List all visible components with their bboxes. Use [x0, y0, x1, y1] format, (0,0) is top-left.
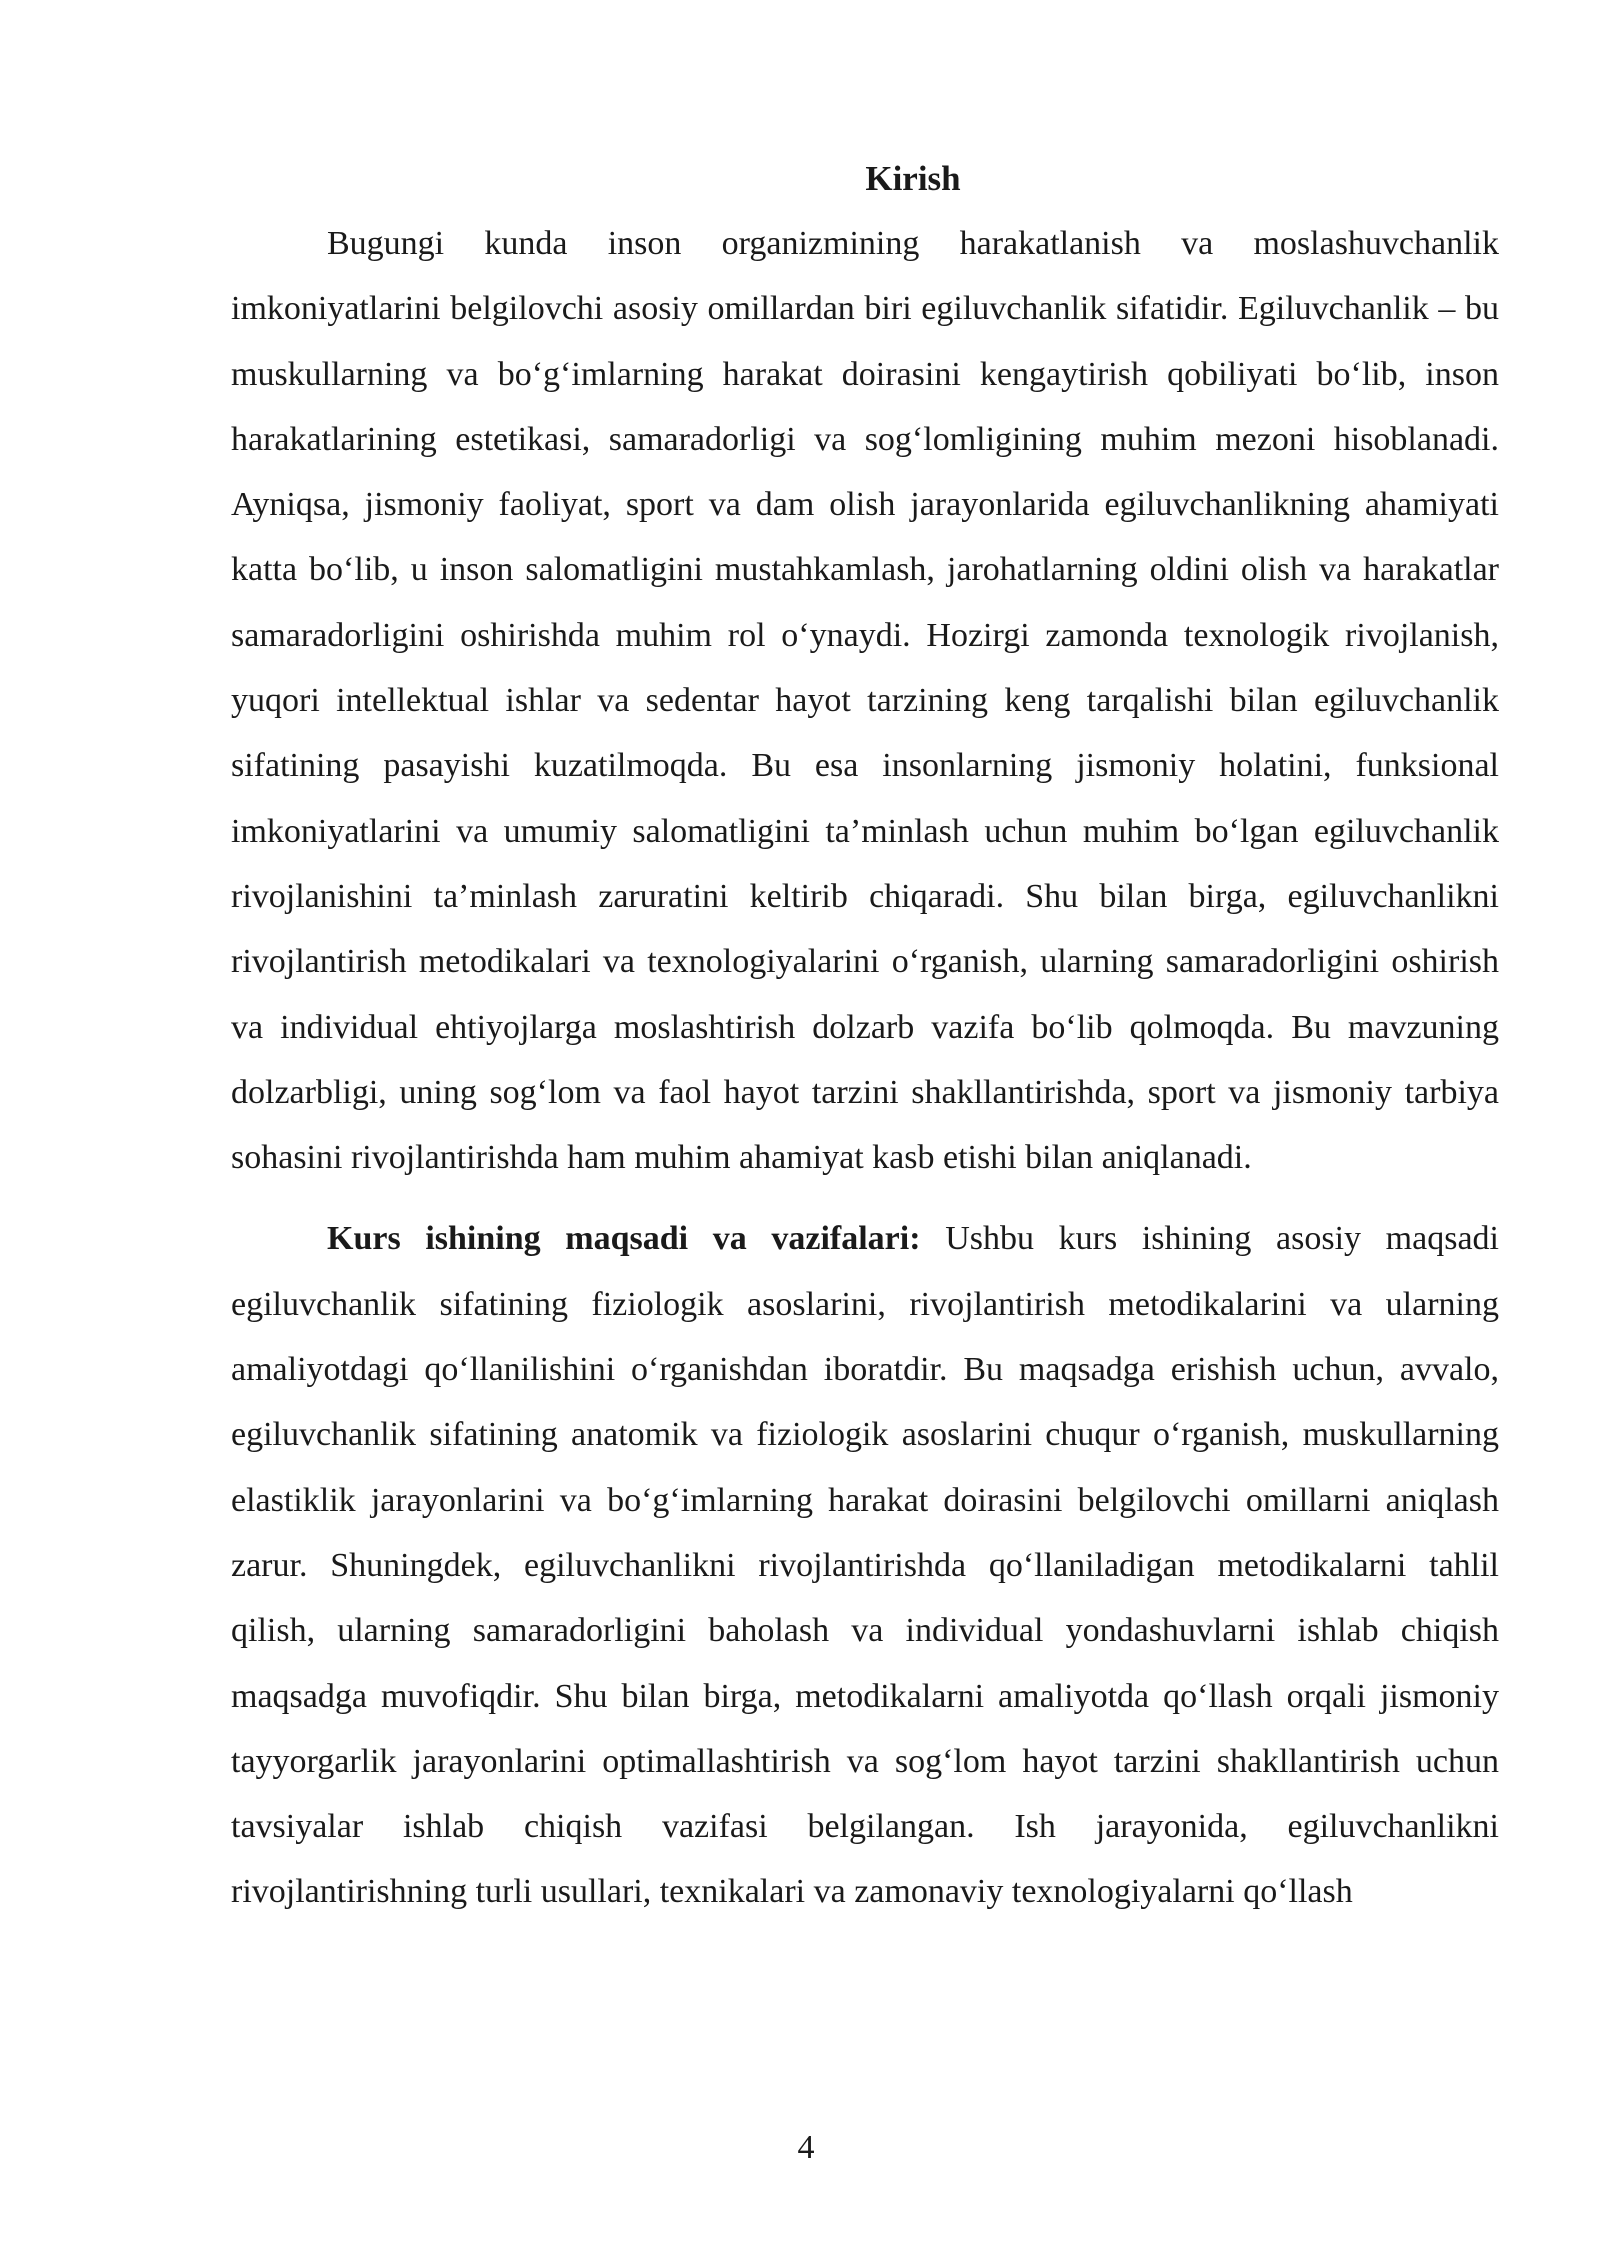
- paragraph-text: Ushbu kurs ishining asosiy maqsadi egiluvchanlik sifatining fiziologik asoslarini, rivojlantirish metodikalarini va ularning amaliyotdagi qo‘llanilishini o‘rganishdan iboratdir. Bu maqsadga erishish uchun, avvalo, egiluvchanlik sifatining anatomik va fiziologik asoslarini chuqur o‘rganish, muskullarning elastiklik jarayonlarini va bo‘g‘imlarning harakat doirasini belgilovchi omillarni aniqlash zarur. Shuningdek, egiluvchanlikni rivojlantirishda qo‘llaniladigan metodikalarni tahlil qilish, ularning samaradorligini baholash va individual yondashuvlarni ishlab chiqish maqsadga muvofiqdir. Shu bilan birga, metodikalarni amaliyotda qo‘llash orqali jismoniy tayyorgarlik jarayonlarini optimallashtirish va sog‘lom hayot tarzini shakllantirish uchun tavsiyalar ishlab chiqish vazifasi belgilangan. Ish jarayonida, egiluvchanlikni rivojlantirishning turli usullari, texnikalari va zamonaviy texnologiyalarni qo‘llash: [231, 1220, 1499, 1911]
- paragraph-lead: Kurs ishining maqsadi va vazifalari:: [327, 1220, 921, 1258]
- page-content: [231, 146, 1499, 1925]
- paragraph-goals: [231, 1206, 1499, 1924]
- paragraph-text: Bugungi kunda inson organizmining harakatlanish va moslashuvchanlik imkoniyatlarini belgilovchi asosiy omillardan biri egiluvchanlik sifatidir. Egiluvchanlik – bu muskullarning va bo‘g‘imlarning harakat doirasini kengaytirish qobiliyati bo‘lib, inson harakatlarining estetikasi, samaradorligi va sog‘lomligining muhim mezoni hisoblanadi. Ayniqsa, jismoniy faoliyat, sport va dam olish jarayonlarida egiluvchanlikning ahamiyati katta bo‘lib, u inson salomatligini mustahkamlash, jarohatlarning oldini olish va harakatlar samaradorligini oshirishda muhim rol o‘ynaydi. Hozirgi zamonda texnologik rivojlanish, yuqori intellektual ishlar va sedentar hayot tarzining keng tarqalishi bilan egiluvchanlik sifatining pasayishi kuzatilmoqda. Bu esa insonlarning jismoniy holatini, funksional imkoniyatlarini va umumiy salomatligini ta’minlash uchun muhim bo‘lgan egiluvchanlik rivojlanishini ta’minlash zaruratini keltirib chiqaradi. Shu bilan birga, egiluvchanlikni rivojlantirish metodikalari va texnologiyalarini o‘rganish, ularning samaradorligini oshirish va individual ehtiyojlarga moslashtirish dolzarb vazifa bo‘lib qolmoqda. Bu mavzuning dolzarbligi, uning sog‘lom va faol hayot tarzini shakllantirishda, sport va jismoniy tarbiya sohasini rivojlantirishda ham muhim ahamiyat kasb etishi bilan aniqlanadi.: [231, 225, 1499, 1177]
- paragraph-introduction: [231, 211, 1499, 1190]
- page-number: 4: [797, 2129, 815, 2166]
- section-title: Kirish: [865, 159, 961, 198]
